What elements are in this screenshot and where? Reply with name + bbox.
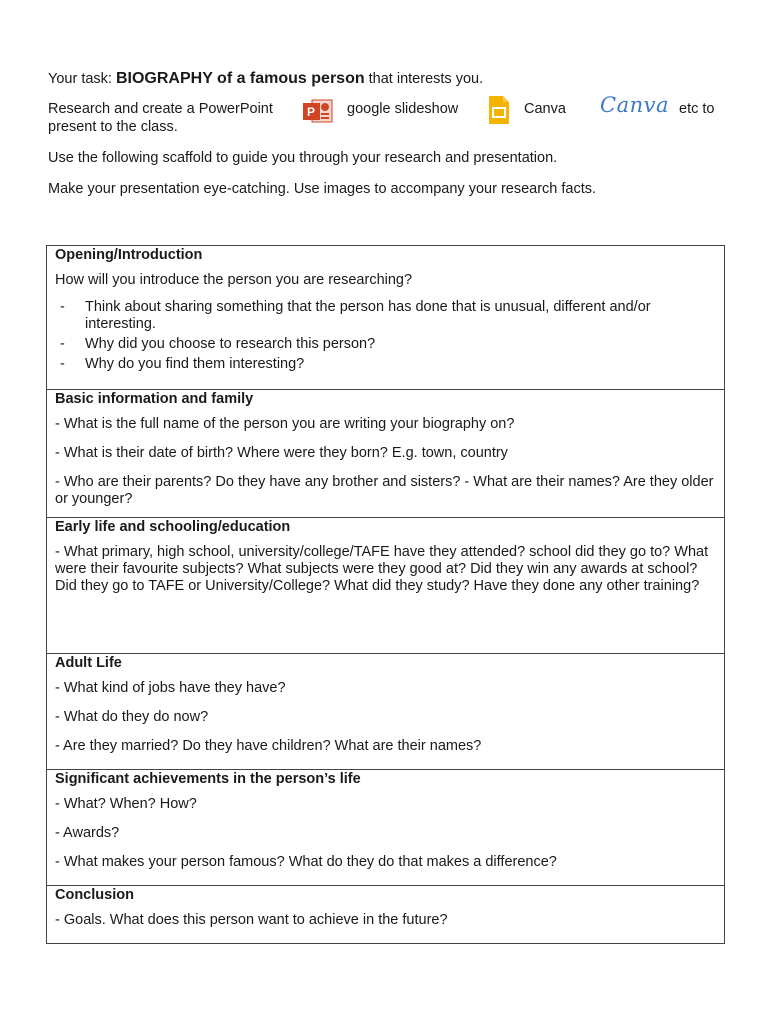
section-early-life (47, 518, 725, 654)
section-line: - Goals. What does this person want to achieve in the future? (55, 912, 448, 928)
task-prefix: Your task: (48, 71, 116, 87)
section-title: Opening/Introduction (55, 247, 203, 263)
svg-text:P: P (307, 105, 316, 119)
research-text-cont: present to the class. (48, 119, 178, 135)
google-slides-icon (488, 95, 510, 125)
section-line: - Are they married? Do they have children? What are their names? (55, 738, 482, 754)
section-conclusion (47, 886, 725, 944)
section-opening (47, 246, 725, 390)
section-basic-information (47, 390, 725, 518)
list-item: - Why do you find them interesting? (60, 356, 305, 372)
scaffold-table (46, 245, 725, 944)
bullet-list (55, 299, 716, 373)
section-title: Early life and schooling/education (55, 519, 291, 535)
instructions (48, 70, 738, 198)
section-line: - Awards? (55, 825, 120, 841)
scaffold-instruction: Use the following scaffold to guide you through your research and presentation. (48, 150, 558, 166)
list-item: - Why did you choose to research this person? (60, 336, 376, 352)
task-title: BIOGRAPHY of a famous person (115, 70, 365, 87)
section-line: - What is their date of birth? Where were they born? E.g. town, country (55, 445, 508, 461)
research-text: Research and create a PowerPoint (48, 101, 273, 117)
eye-catching-instruction: Make your presentation eye-catching. Use images to accompany your research facts. (48, 181, 597, 197)
section-title: Conclusion (55, 887, 134, 903)
canva-text: Canva (524, 101, 566, 117)
section-adult-life (47, 654, 725, 770)
research-instruction (48, 93, 738, 136)
list-item: - Think about sharing something that the person has done that is unusual, different and/or interesting. (60, 299, 651, 332)
section-title: Basic information and family (55, 391, 254, 407)
powerpoint-icon (302, 98, 334, 124)
section-line: - What is the full name of the person you are writing your biography on? (55, 416, 515, 432)
section-line: - What? When? How? (55, 796, 197, 812)
section-line: - Who are their parents? Do they have any brother and sisters? - What are their names? Are they older or younger? (55, 474, 714, 507)
etc-text: etc to (679, 101, 715, 117)
section-line: - What makes your person famous? What do they do that makes a difference? (55, 854, 557, 870)
section-line: - What primary, high school, university/college/TAFE have they attended? school did they go to? What were their favourite subjects? What subjects were they good at? Did they win any awards at school? Did they go to TAFE or University/College? What did they study? Have they done any other training? (55, 544, 709, 594)
task-line (48, 70, 738, 88)
section-line: - What kind of jobs have they have? (55, 680, 286, 696)
section-line: How will you introduce the person you are researching? (55, 272, 413, 288)
section-title: Adult Life (55, 655, 122, 671)
section-title: Significant achievements in the person’s life (55, 771, 361, 787)
google-slideshow-text: google slideshow (347, 101, 459, 117)
task-suffix: that interests you. (364, 71, 484, 87)
section-line: - What do they do now? (55, 709, 209, 725)
section-achievements (47, 770, 725, 886)
canva-logo: Canva (600, 93, 669, 117)
